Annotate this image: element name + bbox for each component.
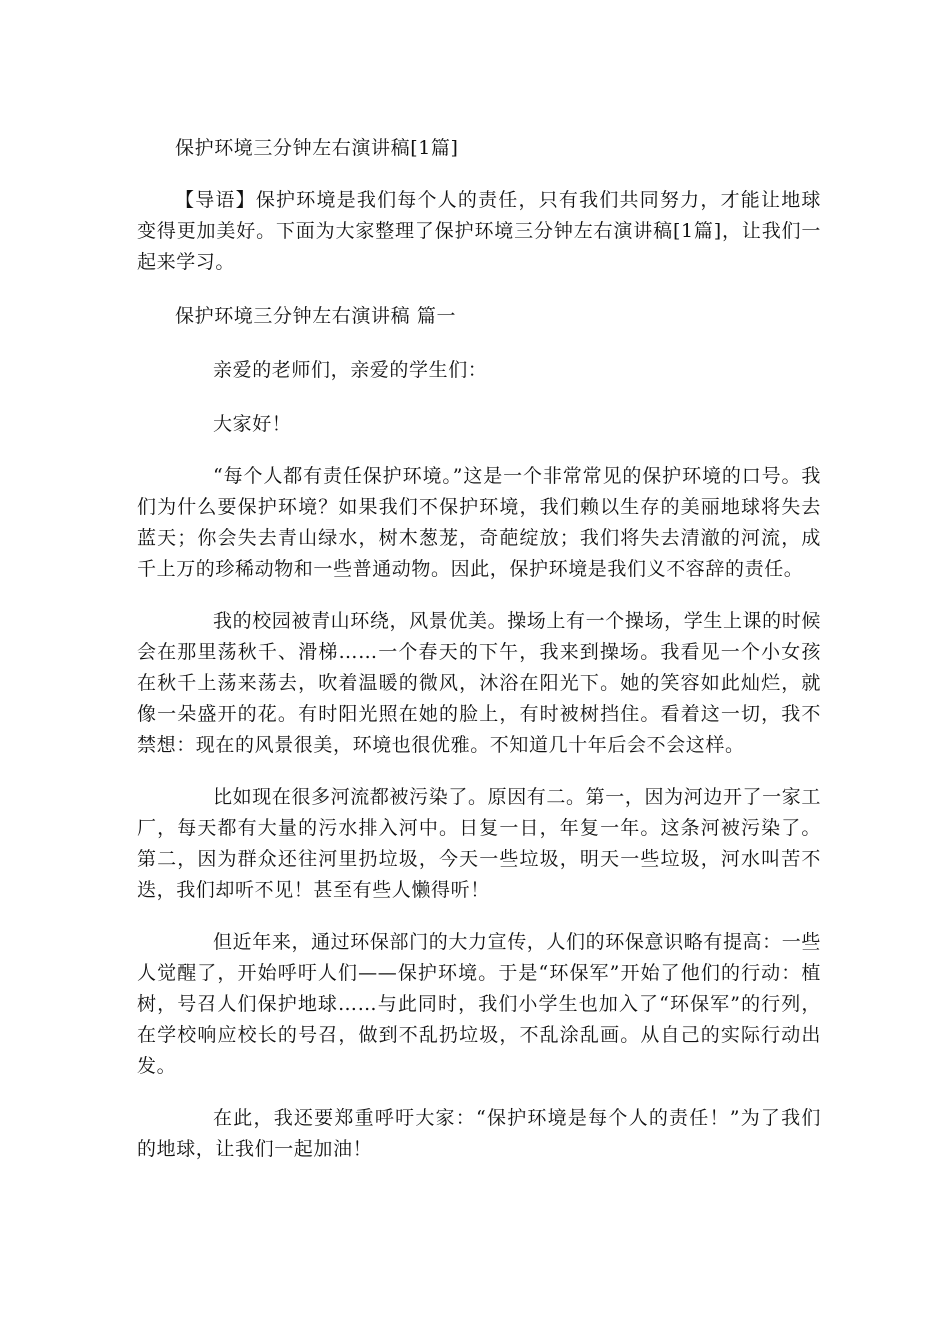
body-paragraph-1: “每个人都有责任保护环境。”这是一个非常常见的保护环境的口号。我们为什么要保护环境？如果我们不保护环境，我们赖以生存的美丽地球将失去蓝天；你会失去青山绿水，树木葱茏，奇葩绽放；我们将失去清澈的河流，成千上万的珍稀动物和一些普通动物。因此，保护环境是我们义不容辞的责任。: [137, 465, 821, 580]
section-title: 保护环境三分钟左右演讲稿 篇一: [175, 305, 457, 327]
intro-paragraph: 【导语】保护环境是我们每个人的责任，只有我们共同努力，才能让地球变得更加美好。下面为大家整理了保护环境三分钟左右演讲稿[1篇]，让我们一起来学习。: [137, 189, 821, 273]
body-paragraph-3: 比如现在很多河流都被污染了。原因有二。第一，因为河边开了一家工厂，每天都有大量的污水排入河中。日复一日，年复一年。这条河被污染了。第二，因为群众还往河里扔垃圾，今天一些垃圾，明天一些垃圾，河水叫苦不迭，我们却听不见！甚至有些人懒得听！: [137, 786, 821, 901]
document-title: 保护环境三分钟左右演讲稿[1篇]: [175, 137, 459, 159]
text-column: [137, 133, 821, 1165]
salutation: 亲爱的老师们，亲爱的学生们：: [213, 359, 488, 381]
greeting: 大家好！: [213, 413, 292, 435]
body-paragraph-2: 我的校园被青山环绕，风景优美。操场上有一个操场，学生上课的时候会在那里荡秋千、滑梯……一个春天的下午，我来到操场。我看见一个小女孩在秋千上荡来荡去，吹着温暖的微风，沐浴在阳光下。她的笑容如此灿烂，就像一朵盛开的花。有时阳光照在她的脸上，有时被树挡住。看着这一切，我不禁想：现在的风景很美，环境也很优雅。不知道几十年后会不会这样。: [137, 610, 821, 756]
body-paragraph-4: 但近年来，通过环保部门的大力宣传，人们的环保意识略有提高：一些人觉醒了，开始呼吁人们——保护环境。于是“环保军”开始了他们的行动：植树，号召人们保护地球……与此同时，我们小学生也加入了“环保军”的行列，在学校响应校长的号召，做到不乱扔垃圾，不乱涂乱画。从自己的实际行动出发。: [137, 931, 821, 1077]
body-paragraph-5: 在此，我还要郑重呼吁大家：“保护环境是每个人的责任！”为了我们的地球，让我们一起加油！: [137, 1107, 821, 1160]
